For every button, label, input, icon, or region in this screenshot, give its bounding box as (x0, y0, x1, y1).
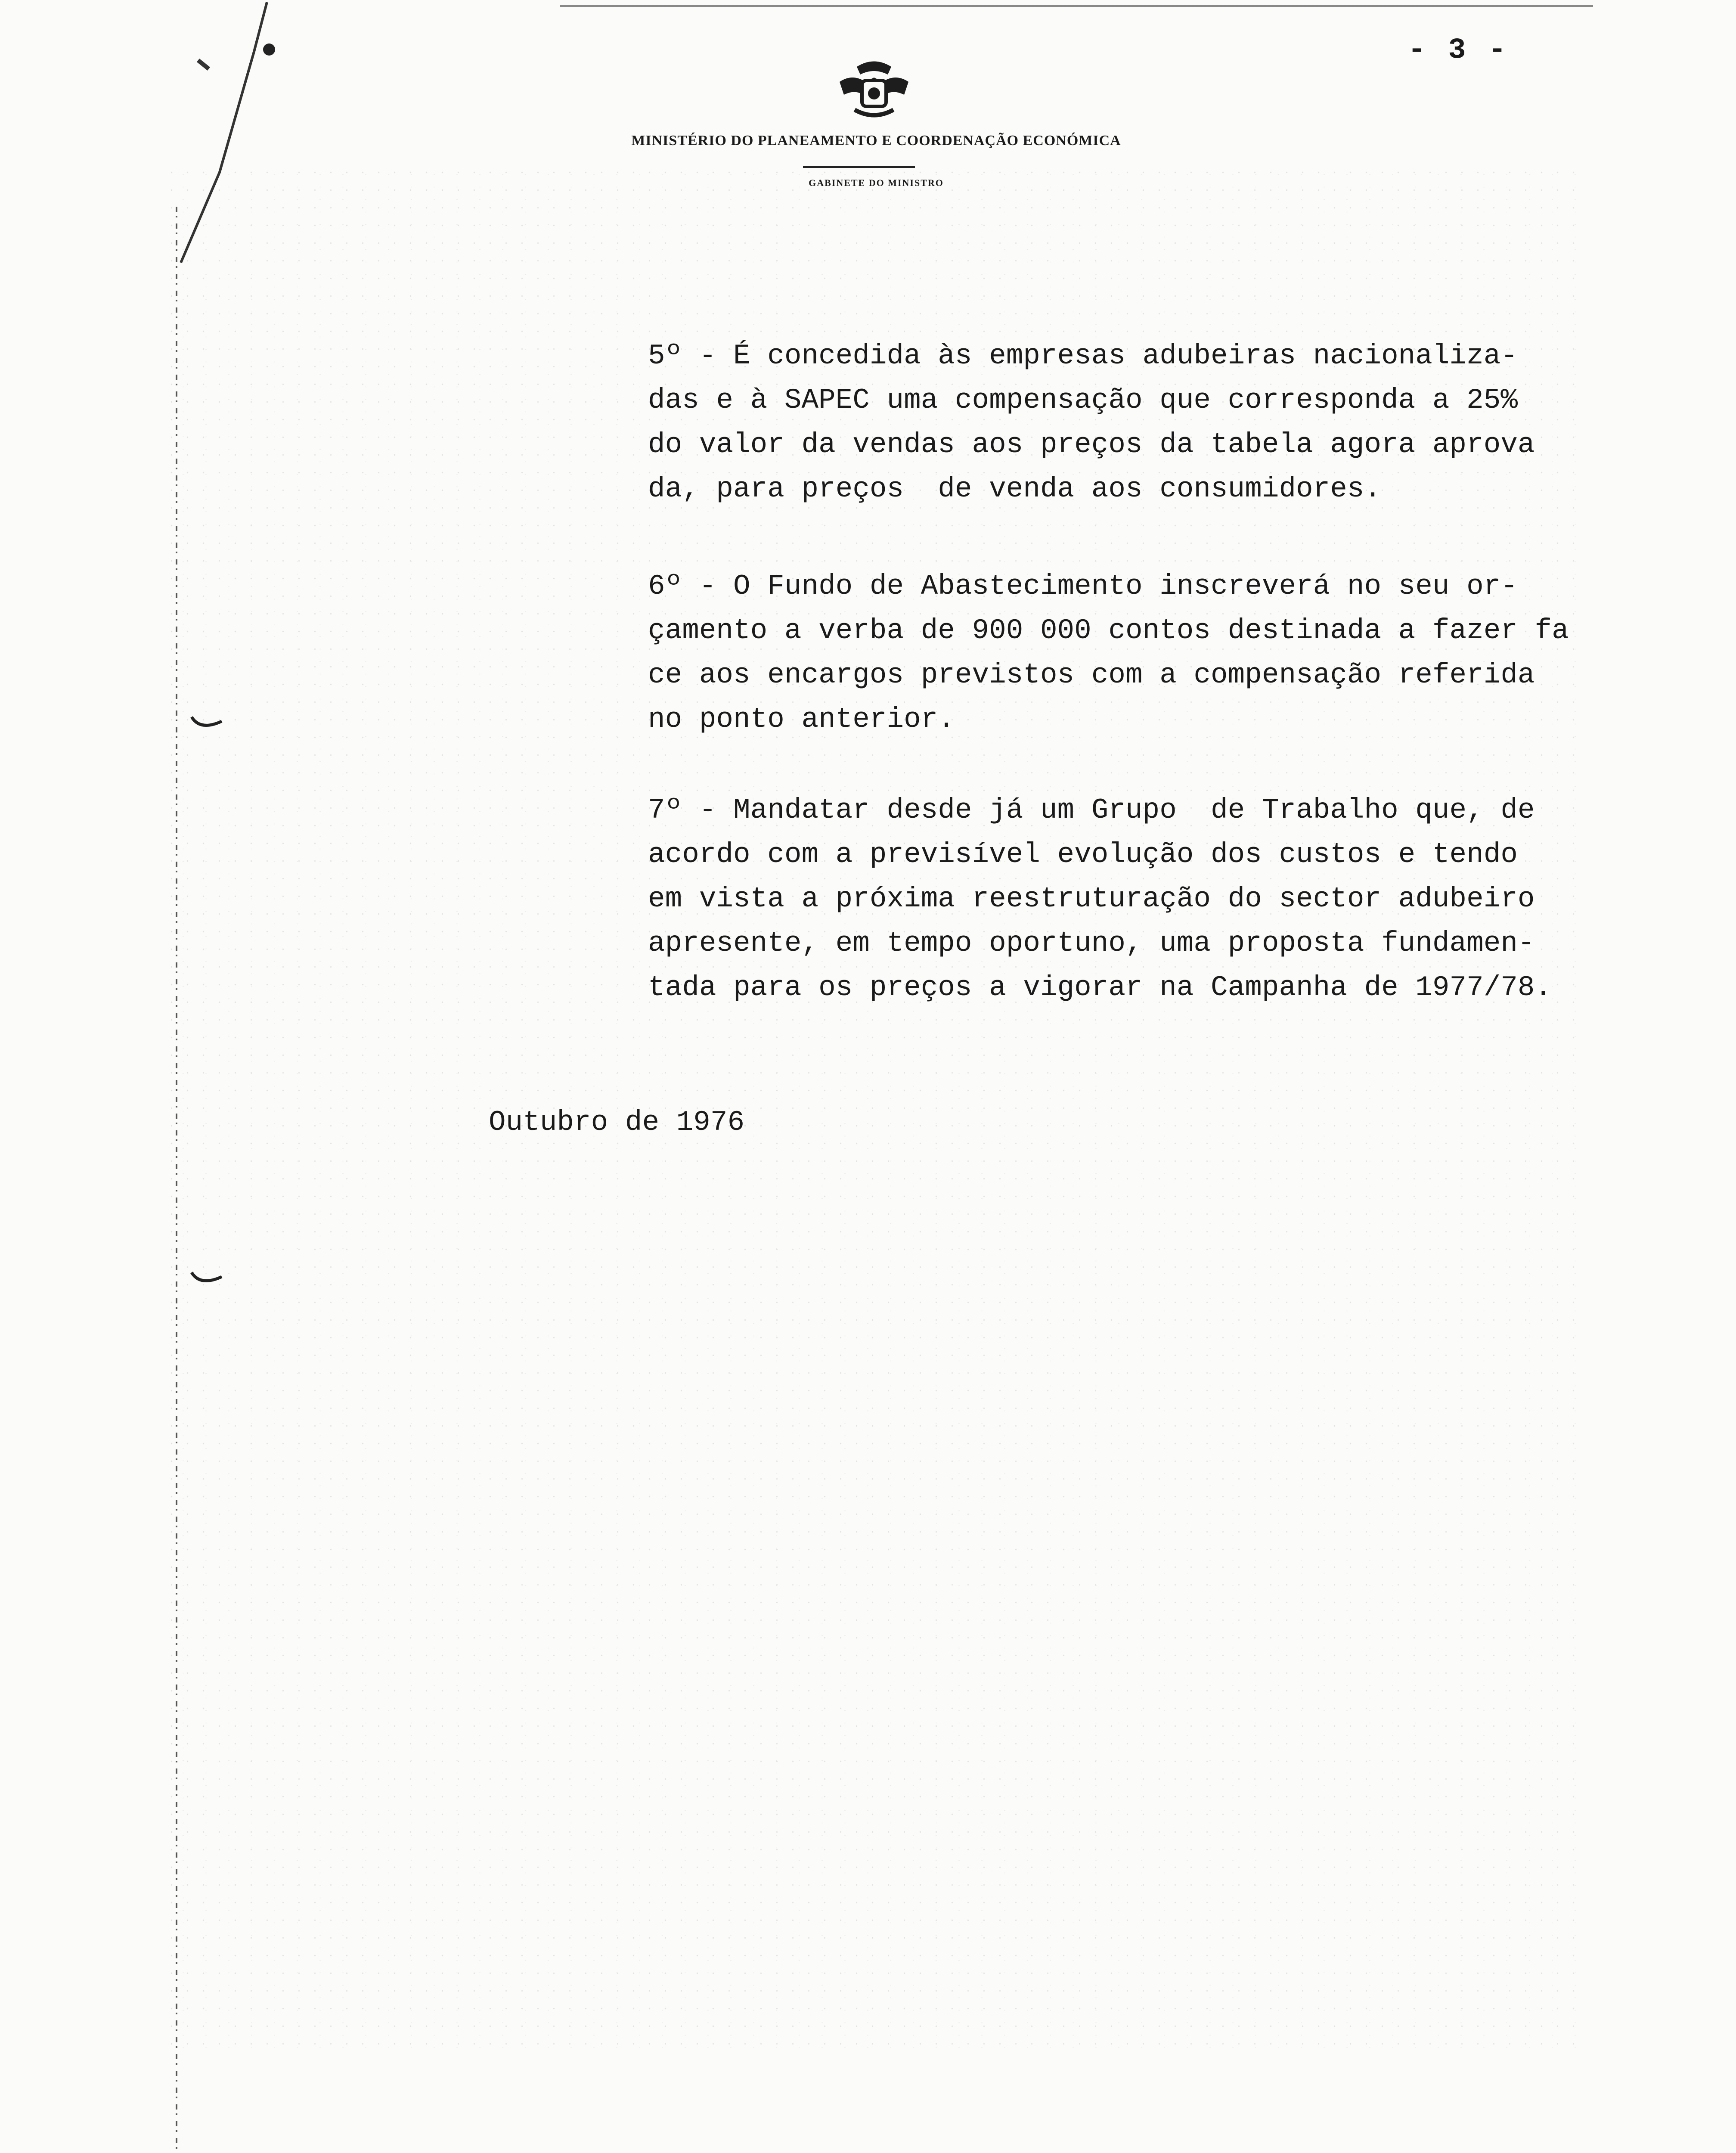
paragraph-line: apresente, em tempo oportuno, uma proposta fundamen- (648, 927, 1535, 959)
paragraph-line: acordo com a previsível evolução dos custos e tendo (648, 838, 1518, 871)
paragraph-line: no ponto anterior. (648, 703, 955, 735)
heading-divider (803, 166, 915, 168)
paragraph-item-5 (648, 334, 1595, 511)
paragraph-line: tada para os preços a vigorar na Campanha de 1977/78. (648, 971, 1552, 1004)
page-number: - 3 - (1408, 34, 1509, 67)
top-edge-rule (560, 5, 1593, 7)
paragraph-line: das e à SAPEC uma compensação que corresponda a 25% (648, 384, 1518, 416)
margin-tick-mark (189, 715, 224, 732)
paragraph-line: da, para preços de venda aos consumidores. (648, 473, 1382, 505)
coat-of-arms-icon (831, 58, 917, 123)
paragraph-line: em vista a próxima reestruturação do sector adubeiro (648, 883, 1535, 915)
paragraph-line: do valor da vendas aos preços da tabela agora aprova (648, 428, 1535, 461)
paragraph-line: 6º - O Fundo de Abastecimento inscreverá no seu or- (648, 570, 1518, 602)
paragraph-line: 7º - Mandatar desde já um Grupo de Trabalho que, de (648, 794, 1535, 826)
paragraph-item-7 (648, 788, 1595, 1010)
paragraph-line: ce aos encargos previstos com a compensação referida (648, 659, 1535, 691)
ministry-heading: MINISTÉRIO DO PLANEAMENTO E COORDENAÇÃO ECONÓMICA (631, 133, 1121, 149)
binding-edge-marks (170, 207, 183, 2153)
margin-tick-mark (189, 1270, 224, 1287)
document-date: Outubro de 1976 (489, 1106, 745, 1139)
cabinet-subheading: GABINETE DO MINISTRO (809, 177, 944, 188)
paragraph-line: 5º - É concedida às empresas adubeiras nacionaliza- (648, 340, 1518, 372)
paragraph-item-6 (648, 564, 1595, 741)
paragraph-line: çamento a verba de 900 000 contos destinada a fazer fa (648, 614, 1569, 647)
